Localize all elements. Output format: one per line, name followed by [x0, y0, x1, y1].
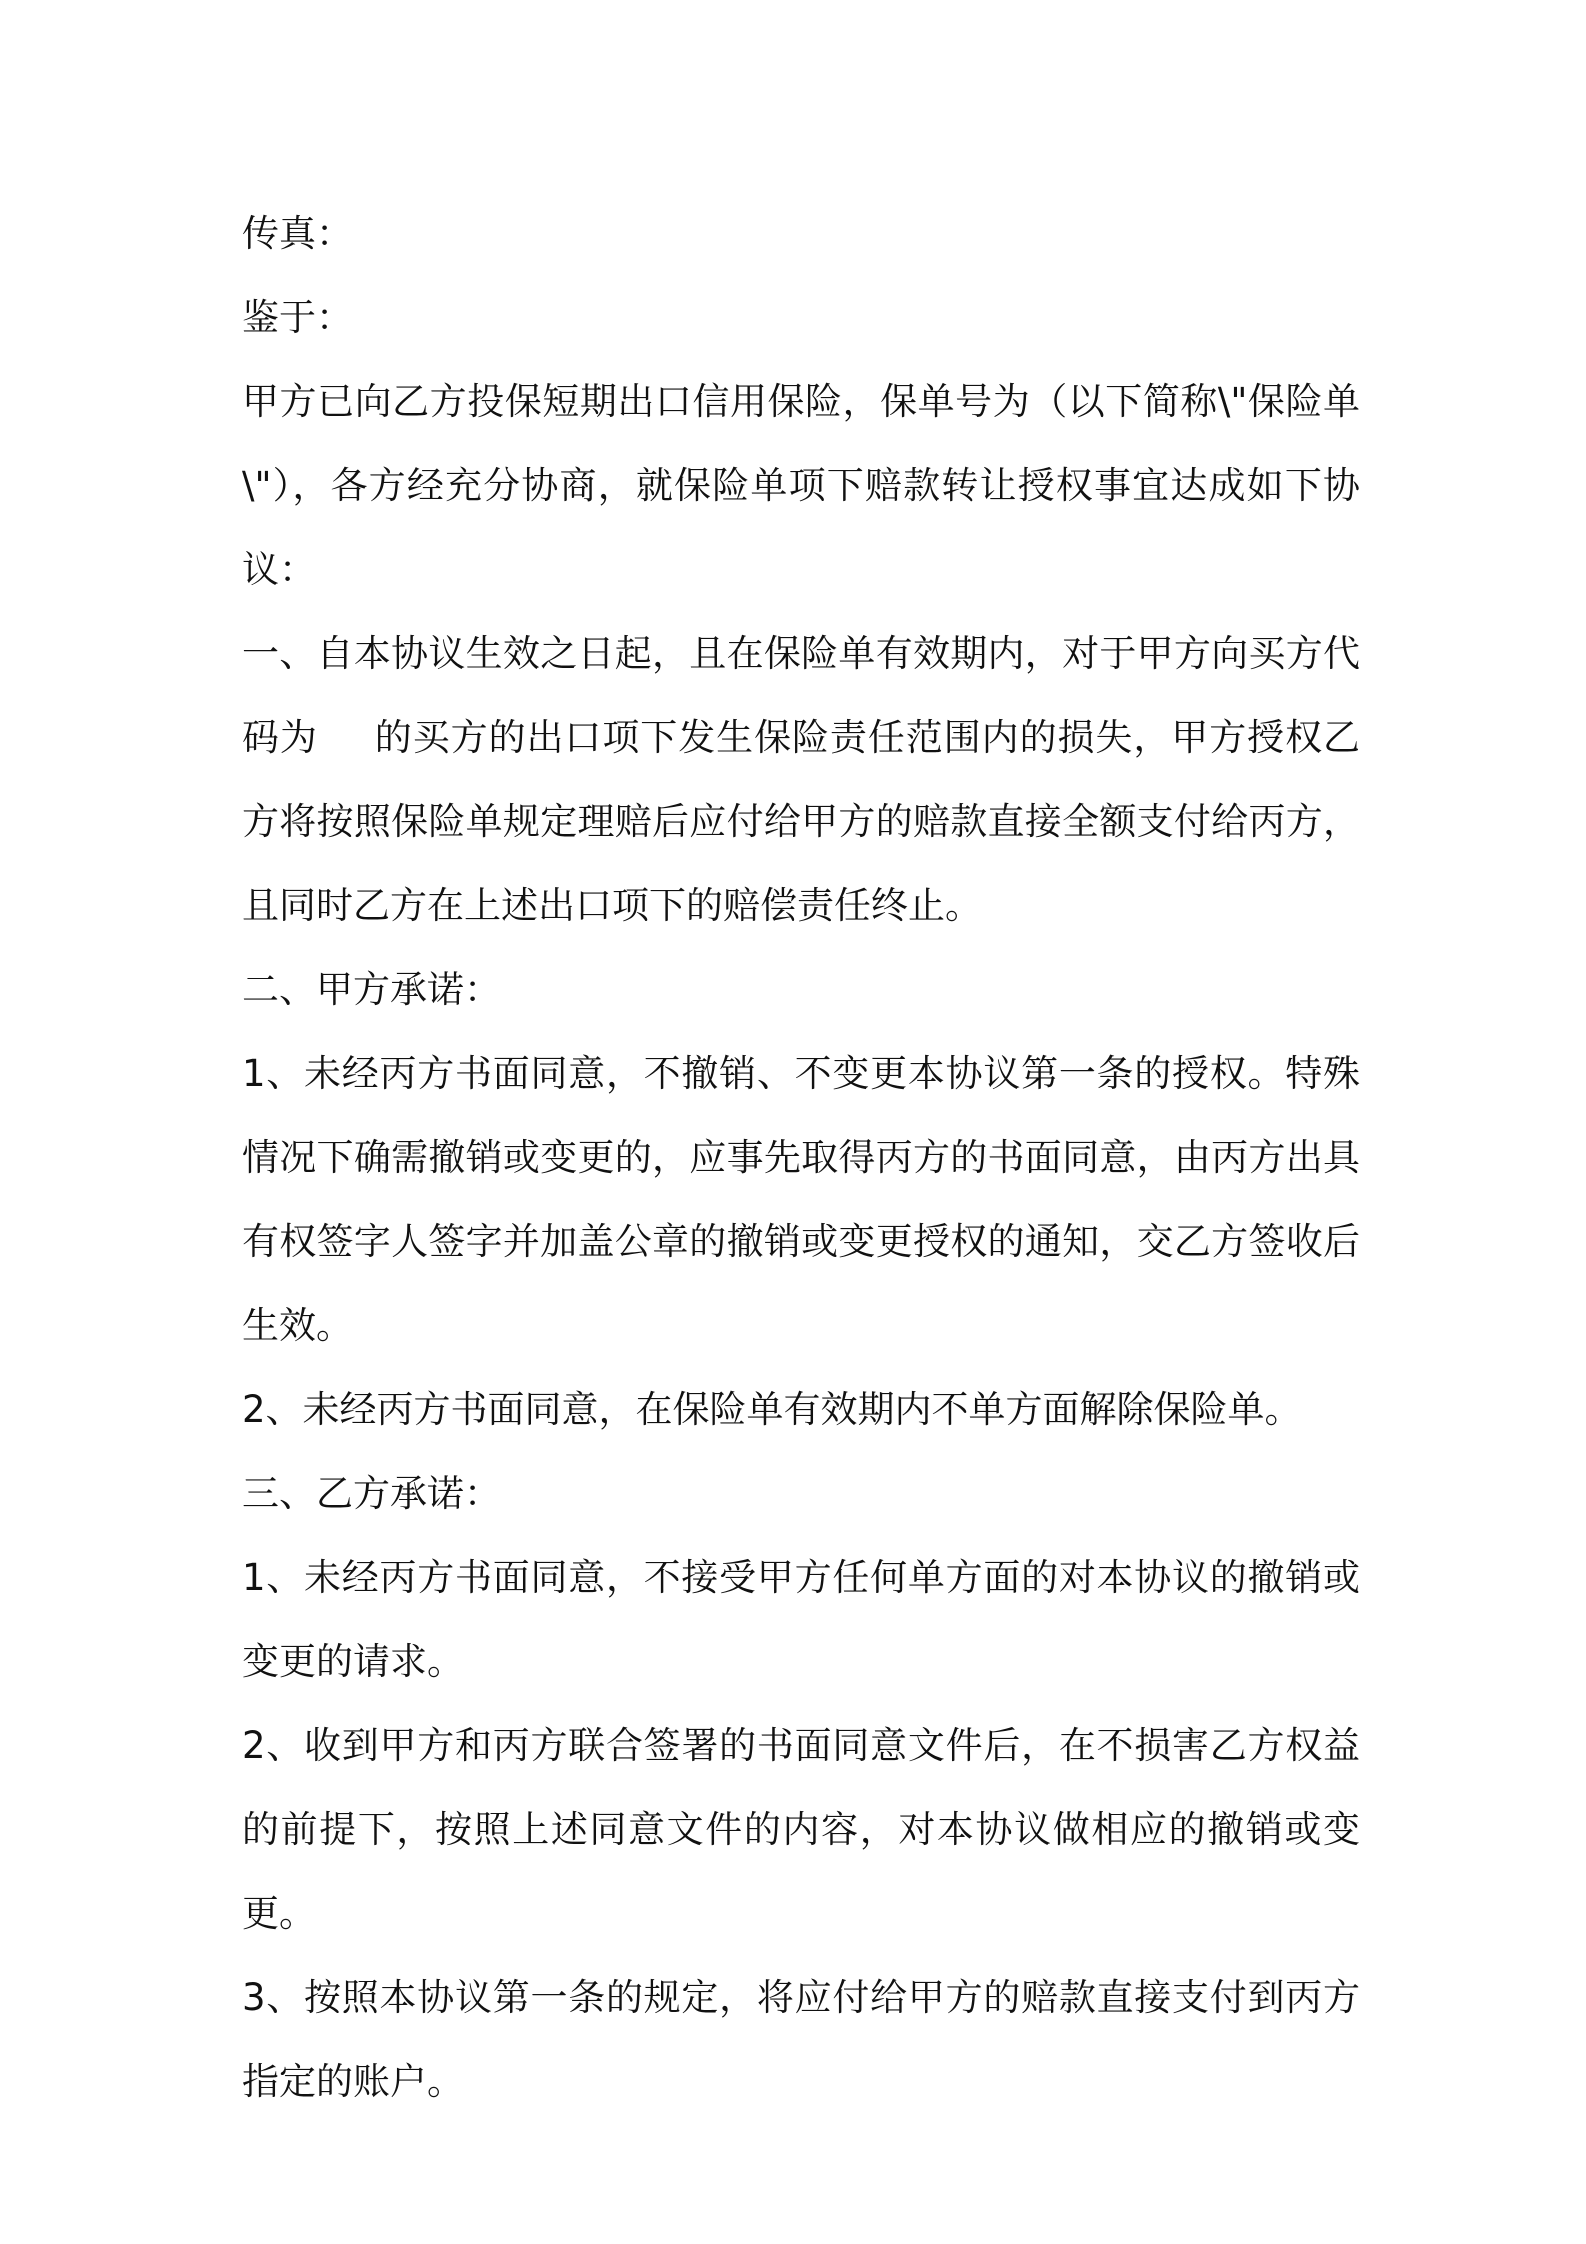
- clause-1-paragraph: [242, 612, 1360, 948]
- clause-2-item-2: 2、未经丙方书面同意，在保险单有效期内不单方面解除保险单。: [242, 1388, 1302, 1431]
- clause-3-heading: 三、乙方承诺：: [242, 1472, 501, 1515]
- clause-1-text-after-blank: 的买方的出口项下发生保险责任范围内的损失，甲方授权乙方将按照保险单规定理赔后应付给甲方的赔款直接全额支付给丙方，且同时乙方在上述出口项下的赔偿责任终止。: [242, 716, 1361, 927]
- document-body: [242, 192, 1360, 2124]
- clause-2-heading: 二、甲方承诺：: [242, 968, 501, 1011]
- clause-3-item-1: 1、未经丙方书面同意，不接受甲方任何单方面的对本协议的撤销或变更的请求。: [242, 1556, 1360, 1683]
- clause-1-text-before-blank: 一、自本协议生效之日起，且在保险单有效期内，对于甲方向买方代码为: [242, 632, 1360, 759]
- clause-3-item-3: 3、按照本协议第一条的规定，将应付给甲方的赔款直接支付到丙方指定的账户。: [242, 1976, 1360, 2103]
- fax-label: 传真：: [242, 212, 353, 255]
- clause-2-item-1: 1、未经丙方书面同意，不撤销、不变更本协议第一条的授权。特殊情况下确需撤销或变更的，应事先取得丙方的书面同意，由丙方出具有权签字人签字并加盖公章的撤销或变更授权的通知，交乙方签收后生效。: [242, 1052, 1360, 1347]
- clause-3-item-2: 2、收到甲方和丙方联合签署的书面同意文件后，在不损害乙方权益的前提下，按照上述同意文件的内容，对本协议做相应的撤销或变更。: [242, 1724, 1360, 1935]
- whereas-label: 鉴于：: [242, 296, 353, 339]
- preamble-paragraph: 甲方已向乙方投保短期出口信用保险，保单号为（以下简称\"保险单\"），各方经充分协商，就保险单项下赔款转让授权事宜达成如下协议：: [242, 380, 1360, 591]
